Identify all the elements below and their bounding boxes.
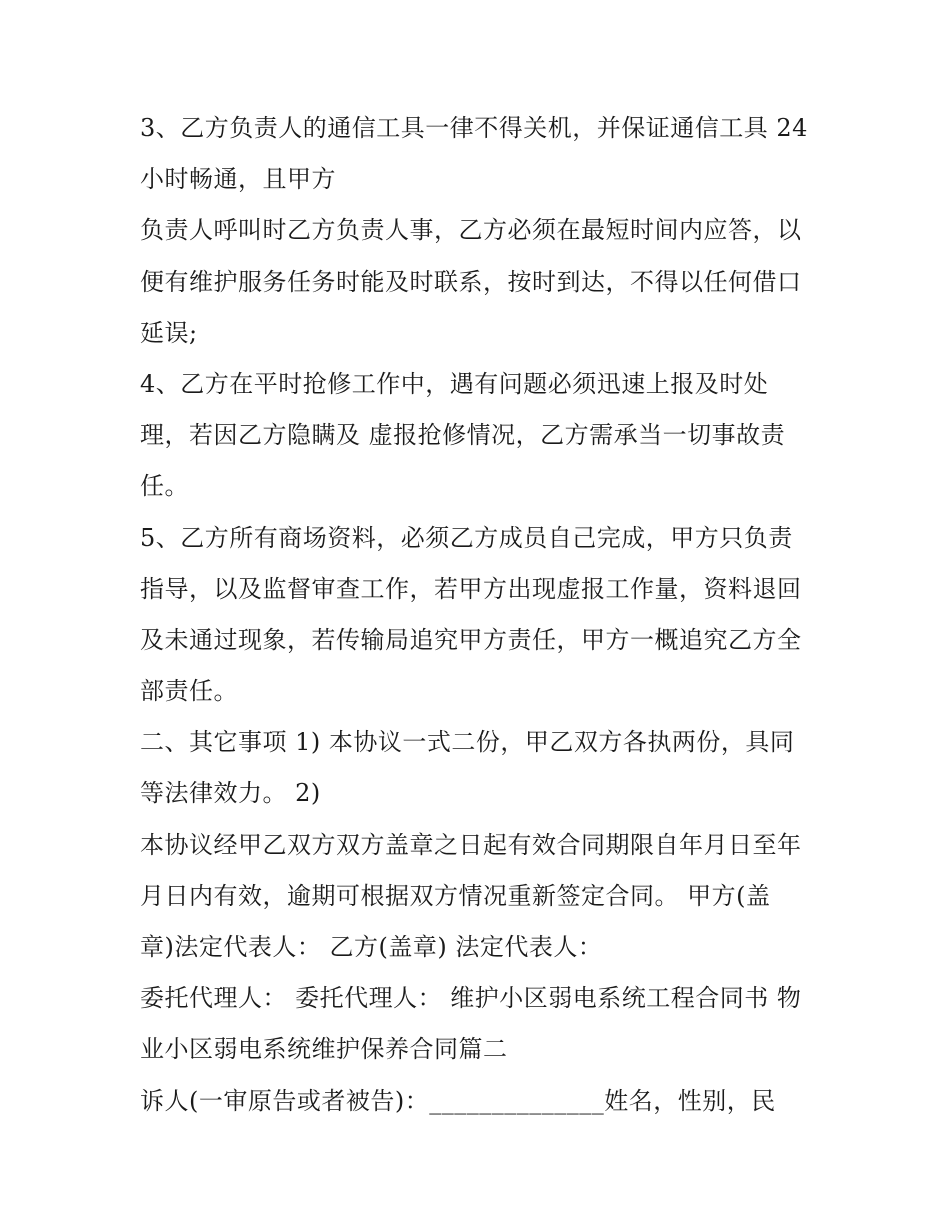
text-line: 等法律效力。 2) bbox=[140, 779, 321, 808]
text-line: 小时畅通，且甲方 bbox=[140, 165, 336, 194]
text-line: 延误; bbox=[140, 318, 198, 347]
text-line: 便有维护服务任务时能及时联系，按时到达，不得以任何借口 bbox=[140, 267, 802, 296]
text-line: 及未通过现象，若传输局追究甲方责任，甲方一概追究乙方全 bbox=[140, 625, 802, 654]
text-line: 章)法定代表人： 乙方(盖章) 法定代表人： bbox=[140, 933, 603, 961]
text-line: 5、乙方所有商场资料，必须乙方成员自己完成，甲方只负责 bbox=[140, 523, 793, 552]
text-line: 任。 bbox=[140, 472, 189, 501]
text-line: 负责人呼叫时乙方负责人事，乙方必须在最短时间内应答，以 bbox=[140, 216, 802, 245]
text-line: 4、乙方在平时抢修工作中，遇有问题必须迅速上报及时处 bbox=[140, 369, 769, 398]
text-line: 月日内有效，逾期可根据双方情况重新签定合同。 甲方(盖 bbox=[140, 881, 771, 910]
document-body bbox=[140, 103, 820, 1127]
text-line: 二、其它事项 1) 本协议一式二份，甲乙双方各执两份，具同 bbox=[140, 728, 795, 757]
text-line: 理，若因乙方隐瞒及 虚报抢修情况，乙方需承当一切事故责 bbox=[140, 421, 786, 450]
text-line: 业小区弱电系统维护保养合同篇二 bbox=[140, 1035, 508, 1064]
text-line: 部责任。 bbox=[140, 677, 238, 706]
text-line: 3、乙方负责人的通信工具一律不得关机，并保证通信工具 24 bbox=[140, 114, 808, 142]
text-line: 指导，以及监督审查工作，若甲方出现虚报工作量，资料退回 bbox=[140, 574, 802, 603]
text-line: 本协议经甲乙双方双方盖章之日起有效合同期限自年月日至年 bbox=[140, 830, 802, 859]
text-line: 诉人(一审原告或者被告)：______________姓名，性别，民 bbox=[140, 1086, 776, 1115]
text-line: 委托代理人： 委托代理人： 维护小区弱电系统工程合同书 物 bbox=[140, 984, 802, 1013]
